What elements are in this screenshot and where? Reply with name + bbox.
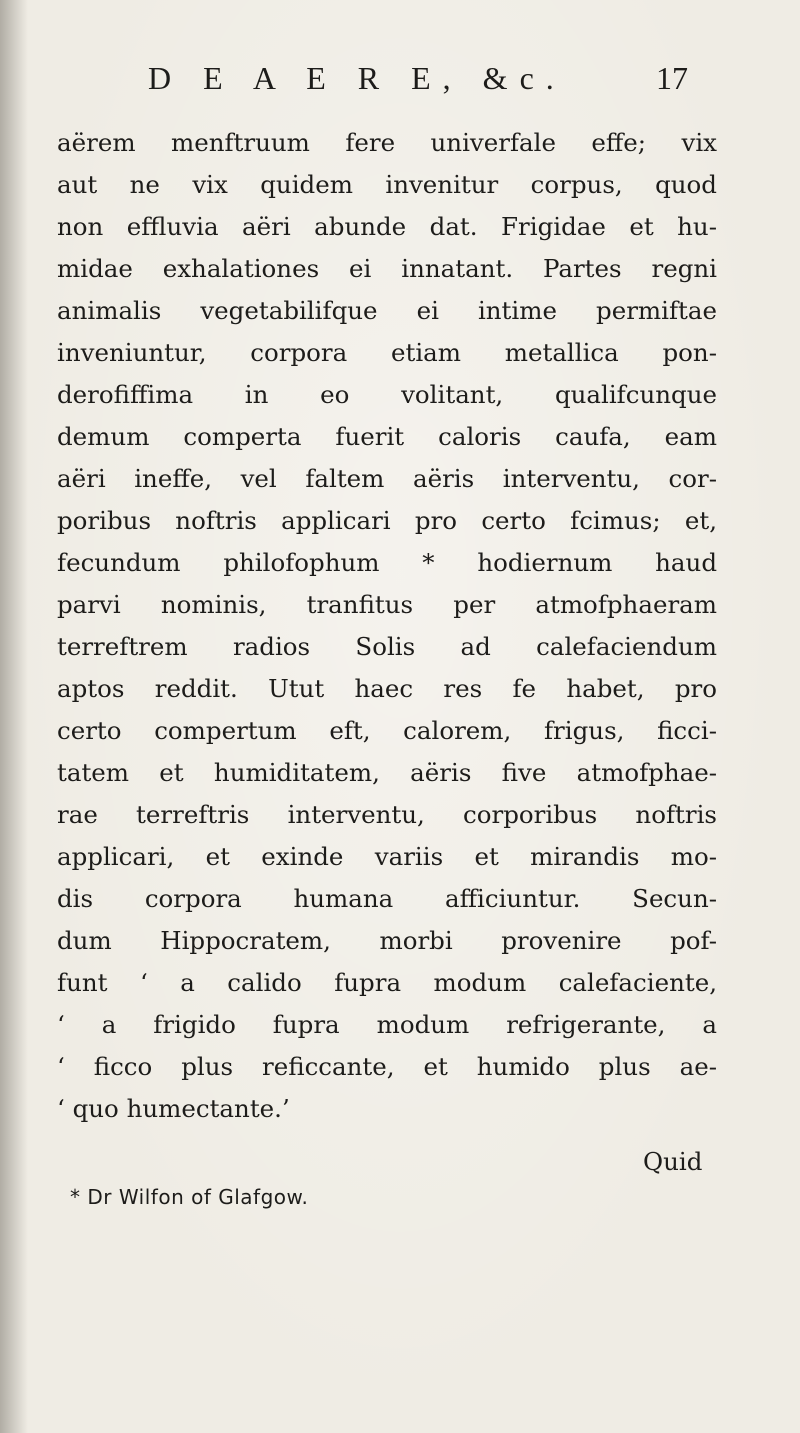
text-line: parvi nominis, tranfitus per atmofphaeram <box>57 590 717 619</box>
running-head-title: D E A E R E, &c. <box>148 60 566 96</box>
text-line: fecundum philofophum * hodiernum haud <box>57 548 717 577</box>
page-number: 17 <box>656 60 688 96</box>
text-line: dis corpora humana afficiuntur. Secun- <box>57 884 717 913</box>
text-line: aptos reddit. Utut haec res fe habet, pro <box>57 674 717 703</box>
footnote: * Dr Wilfon of Glafgow. <box>70 1185 309 1209</box>
catchword: Quid <box>643 1147 703 1176</box>
text-line: aëri ineffe, vel faltem aëris interventu, cor- <box>57 464 717 493</box>
text-line: funt ‘ a calido fupra modum calefaciente, <box>57 968 717 997</box>
text-line: demum comperta fuerit caloris caufa, eam <box>57 422 717 451</box>
text-line: terreftrem radios Solis ad calefaciendum <box>57 632 717 661</box>
text-line: certo compertum eft, calorem, frigus, ficci- <box>57 716 717 745</box>
text-line: midae exhalationes ei innatant. Partes regni <box>57 254 717 283</box>
text-line: derofiffima in eo volitant, qualifcunque <box>57 380 717 409</box>
text-line: aut ne vix quidem invenitur corpus, quod <box>57 170 717 199</box>
text-line: non effluvia aëri abunde dat. Frigidae et hu- <box>57 212 717 241</box>
text-line: ‘ ficco plus reficcante, et humido plus ae- <box>57 1052 717 1081</box>
text-line: rae terreftris interventu, corporibus noftris <box>57 800 717 829</box>
text-line: ‘ a frigido fupra modum refrigerante, a <box>57 1010 717 1039</box>
text-line: aërem menftruum fere univerfale effe; vix <box>57 128 717 157</box>
gutter-shadow <box>0 0 28 1433</box>
text-line: animalis vegetabilifque ei intime permiftae <box>57 296 717 325</box>
body-text <box>57 122 717 1130</box>
running-head <box>148 60 708 110</box>
text-line: applicari, et exinde variis et mirandis mo- <box>57 842 717 871</box>
text-line: dum Hippocratem, morbi provenire pof- <box>57 926 717 955</box>
text-line: poribus noftris applicari pro certo fcimus; et, <box>57 506 717 535</box>
text-line: ‘ quo humectante.’ <box>57 1094 290 1123</box>
text-line: inveniuntur, corpora etiam metallica pon- <box>57 338 717 367</box>
text-line: tatem et humiditatem, aëris five atmofphae- <box>57 758 717 787</box>
